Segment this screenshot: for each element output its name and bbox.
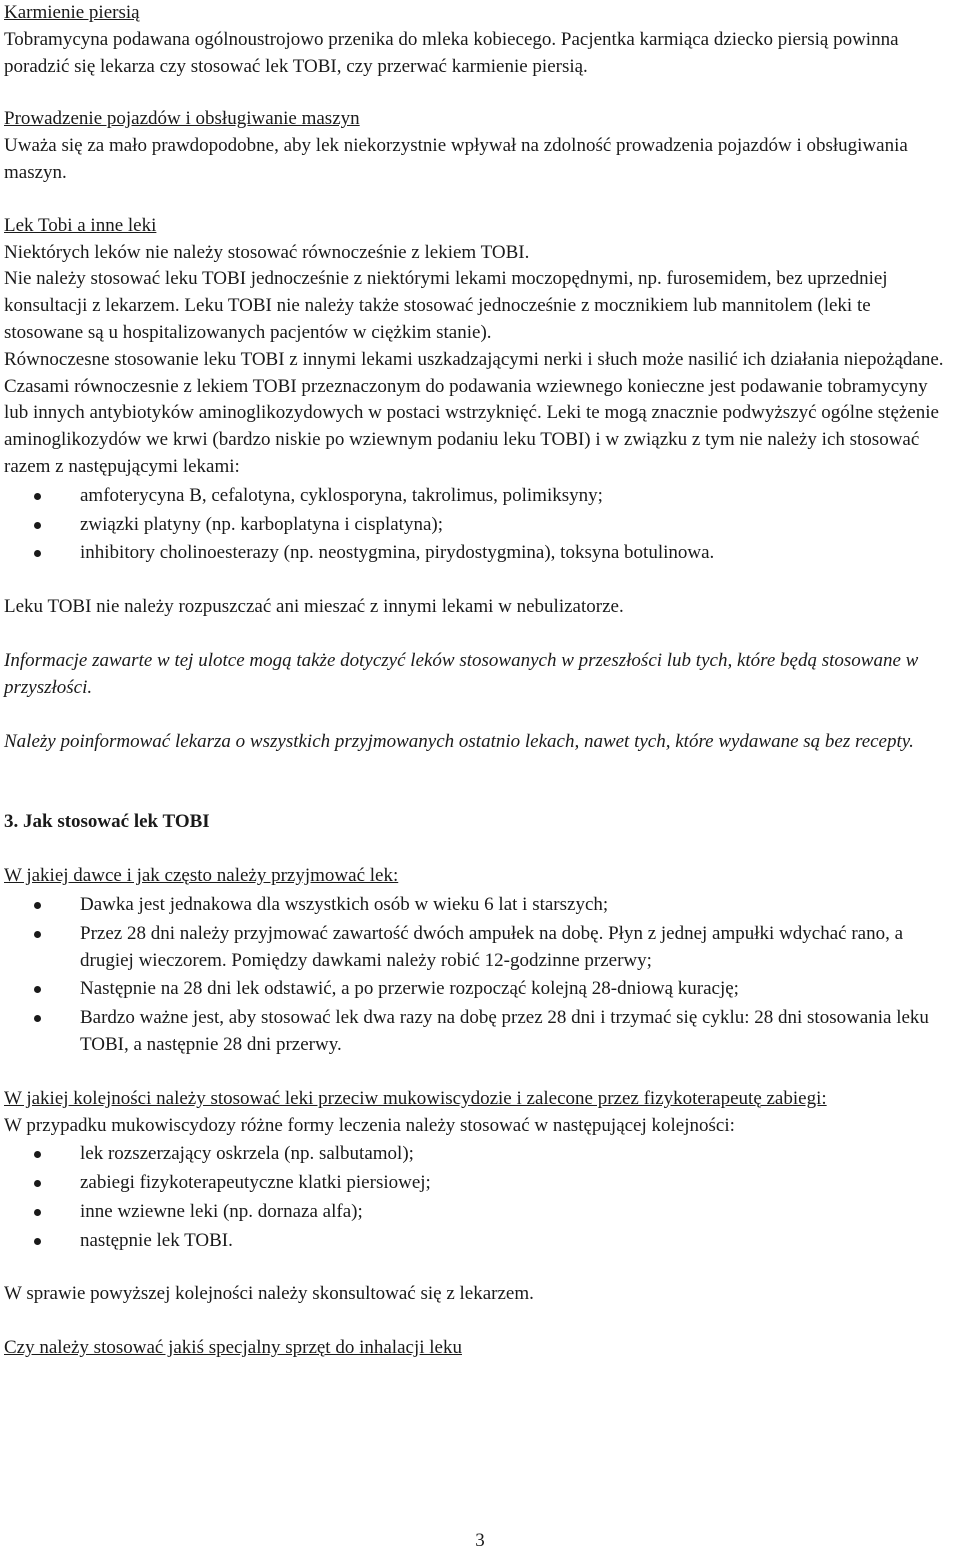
document-page [4, 0, 952, 1362]
list-item: Bardzo ważne jest, aby stosować lek dwa razy na dobę przez 28 dni i trzymać się cyklu: 28 dni stosowania leku TOBI, a następnie 28 dni przerwy. [4, 1005, 952, 1059]
list-item: Przez 28 dni należy przyjmować zawartość dwóch ampułek na dobę. Płyn z jednej ampułki wdychać rano, a drugiej wieczorem. Pomiędzy dawkami należy robić 12-godzinne przerwy; [4, 921, 952, 975]
paragraph-driving: Uważa się za mało prawdopodobne, aby lek niekorzystnie wpływał na zdolność prowadzenia pojazdów i obsługiwania maszyn. [4, 135, 908, 183]
list-item: związki platyny (np. karboplatyna i cisplatyna); [4, 512, 952, 539]
treatment-order-list [4, 1141, 952, 1254]
section-heading-interactions: Lek Tobi a inne leki [4, 214, 157, 236]
list-item: Dawka jest jednakowa dla wszystkich osób w wieku 6 lat i starszych; [4, 892, 952, 919]
paragraph-interactions-4: Czasami równoczesnie z lekiem TOBI przeznaczonym do podawania wziewnego konieczne jest podawanie tobramycyny lub innych antybiotyków aminoglikozydowych w postaci wstrzyknięć. Leki te mogą znacznie podwyższyć ogólne stężenie aminoglikozydów we krwi (bardzo niskie po wziewnym podaniu leku TOBI) i w związku z tym nie należy ich stosować razem z następującymi lekami: [4, 375, 939, 477]
section-heading-breastfeeding: Karmienie piersią [4, 2, 140, 23]
paragraph-nebulizer-note: Leku TOBI nie należy rozpuszczać ani mieszać z innymi lekami w nebulizatorze. [4, 596, 624, 618]
list-item: zabiegi fizykoterapeutyczne klatki piersiowej; [4, 1170, 952, 1197]
subheading-dosage: W jakiej dawce i jak często należy przyjmować lek: [4, 865, 399, 887]
list-item: lek rozszerzający oskrzela (np. salbutamol); [4, 1141, 952, 1168]
paragraph-breastfeeding: Tobramycyna podawana ogólnoustrojowo przenika do mleka kobiecego. Pacjentka karmiąca dziecko piersią powinna poradzić się lekarza czy stosować lek TOBI, czy przerwać karmienie piersią. [4, 28, 899, 77]
dosage-list [4, 892, 952, 1059]
subheading-inhalation-device: Czy należy stosować jakiś specjalny sprzęt do inhalacji leku [4, 1337, 462, 1359]
interactions-drug-list [4, 483, 952, 567]
page-number: 3 [475, 1530, 485, 1551]
subheading-treatment-order: W jakiej kolejności należy stosować leki przeciw mukowiscydozie i zalecone przez fizykoterapeutę zabiegi: [4, 1087, 827, 1109]
paragraph-interactions-1: Niektórych leków nie należy stosować równocześnie z lekiem TOBI. [4, 241, 530, 263]
paragraph-italic-info: Informacje zawarte w tej ulotce mogą także dotyczyć leków stosowanych w przeszłości lub tych, które będą stosowane w przyszłości. [4, 649, 919, 698]
paragraph-interactions-2: Nie należy stosować leku TOBI jednocześnie z niektórymi lekami moczopędnymi, np. furosemidem, bez uprzedniej konsultacji z lekarzem. Leku TOBI nie należy także stosować jednocześnie z mocznikiem lub mannitolem (leki te stosowane są u hospitalizowanych pacjentów w ciężkim stanie). [4, 268, 888, 343]
list-item: inne wziewne leki (np. dornaza alfa); [4, 1199, 952, 1226]
list-item: Następnie na 28 dni lek odstawić, a po przerwie rozpocząć kolejną 28-dniową kurację; [4, 976, 952, 1003]
paragraph-order-note: W sprawie powyższej kolejności należy skonsultować się z lekarzem. [4, 1283, 534, 1305]
paragraph-italic-inform: Należy poinformować lekarza o wszystkich przyjmowanych ostatnio lekach, nawet tych, które wydawane są bez recepty. [4, 730, 914, 752]
section-heading-driving: Prowadzenie pojazdów i obsługiwanie maszyn [4, 108, 360, 130]
section-heading-how-to-use: 3. Jak stosować lek TOBI [4, 811, 210, 833]
list-item: inhibitory cholinoesterazy (np. neostygmina, pirydostygmina), toksyna botulinowa. [4, 540, 952, 567]
paragraph-treatment-order-intro: W przypadku mukowiscydozy różne formy leczenia należy stosować w następującej kolejności: [4, 1114, 735, 1136]
list-item: amfoterycyna B, cefalotyna, cyklosporyna, takrolimus, polimiksyny; [4, 483, 952, 510]
paragraph-interactions-3: Równoczesne stosowanie leku TOBI z innymi lekami uszkadzającymi nerki i słuch może nasilić ich działania niepożądane. [4, 348, 944, 370]
list-item: następnie lek TOBI. [4, 1228, 952, 1255]
